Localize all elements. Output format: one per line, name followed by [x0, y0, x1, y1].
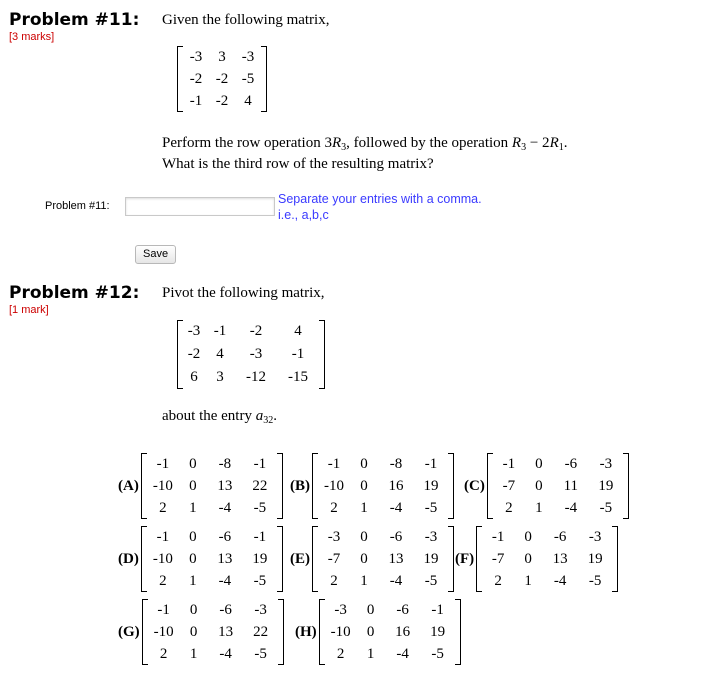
matrix-cell: 22	[252, 477, 268, 494]
matrix-cell: 0	[360, 455, 368, 472]
matrix-cell: 0	[189, 455, 197, 472]
matrix-cell: -1	[156, 455, 170, 472]
matrix-cell: -3	[254, 601, 267, 618]
option-matrix	[142, 599, 284, 665]
matrix-cell: 0	[360, 477, 368, 494]
matrix-cell: -4	[219, 645, 232, 662]
matrix-cell: 0	[189, 477, 197, 494]
option-label: (G)	[118, 623, 140, 640]
matrix-cell: -4	[389, 572, 403, 589]
matrix-cell: 6	[190, 369, 198, 385]
option-c	[464, 453, 629, 519]
matrix-cell: 13	[217, 550, 233, 567]
matrix-cell: 11	[563, 477, 579, 494]
matrix-cell: 0	[535, 455, 543, 472]
matrix-cell: -10	[330, 623, 351, 640]
matrix-cell: -6	[218, 528, 232, 545]
save-button[interactable]: Save	[135, 245, 176, 264]
matrix-cell: 2	[494, 572, 502, 589]
matrix-cell: -4	[389, 499, 403, 516]
matrix-cell: 0	[524, 550, 532, 567]
matrix-cell: -5	[431, 645, 444, 662]
matrix-cell: -7	[491, 550, 505, 567]
matrix-cell: -1	[327, 455, 341, 472]
matrix-cell: -10	[324, 477, 344, 494]
matrix-cell: 2	[159, 499, 167, 516]
problem-11-statement: Given the following matrix,	[162, 12, 330, 28]
matrix-cell: -1	[424, 455, 438, 472]
matrix-cell: -12	[246, 369, 266, 385]
matrix-cell: -1	[253, 528, 267, 545]
matrix-cell: 0	[189, 550, 197, 567]
matrix-right-bracket	[277, 453, 283, 519]
matrix-cell: -6	[396, 601, 409, 618]
matrix-cell: 0	[366, 601, 375, 618]
option-matrix	[141, 526, 283, 592]
option-a	[118, 453, 283, 519]
matrix-cell: 13	[218, 623, 234, 640]
matrix-cell: -1	[156, 528, 170, 545]
matrix-cell: -6	[389, 528, 403, 545]
matrix-cell: 0	[189, 528, 197, 545]
matrix-cell: -6	[219, 601, 232, 618]
matrix-cell: 22	[253, 623, 269, 640]
option-d	[118, 526, 283, 592]
problem-11-title: Problem #11:	[9, 10, 140, 30]
problem-12-marks: [1 mark]	[9, 304, 49, 316]
matrix-right-bracket	[448, 526, 454, 592]
matrix-cell: 0	[189, 623, 198, 640]
matrix-cell: -15	[288, 369, 308, 385]
matrix-cell: -3	[249, 346, 263, 362]
matrix-cell: -8	[218, 455, 232, 472]
option-label: (E)	[290, 550, 310, 567]
matrix-cell: -4	[396, 645, 409, 662]
matrix-cell: 19	[423, 550, 439, 567]
matrix-cell: -1	[502, 455, 516, 472]
problem-12-about: about the entry $a_{32}$.	[162, 408, 277, 426]
matrix-cell: -5	[424, 499, 438, 516]
matrix-cell: 19	[423, 477, 439, 494]
matrix-cell: 1	[189, 499, 197, 516]
matrix-cell: 1	[189, 645, 198, 662]
matrix-cell: 0	[535, 477, 543, 494]
problem-11-question: What is the third row of the resulting matrix?	[162, 156, 434, 172]
matrix-cell: 1	[360, 572, 368, 589]
matrix-cell: 16	[395, 623, 411, 640]
matrix-cell: 0	[189, 601, 198, 618]
matrix-cell: -3	[189, 48, 203, 65]
problem-12-matrix	[177, 320, 325, 389]
matrix-cell: 0	[524, 528, 532, 545]
option-matrix	[476, 526, 618, 592]
matrix-cell: -2	[249, 323, 263, 339]
matrix-cell: -8	[389, 455, 403, 472]
matrix-cell: -4	[218, 572, 232, 589]
problem-12-statement: Pivot the following matrix,	[162, 285, 325, 301]
option-b	[290, 453, 454, 519]
option-label: (F)	[455, 550, 475, 567]
matrix-cell: -5	[424, 572, 438, 589]
matrix-right-bracket	[623, 453, 629, 519]
matrix-cell: 19	[598, 477, 614, 494]
matrix-cell: -5	[588, 572, 602, 589]
answer-hint: Separate your entries with a comma. i.e., a,b,c	[278, 192, 482, 222]
matrix-right-bracket	[278, 599, 284, 665]
matrix-cell: 13	[388, 550, 404, 567]
problem-11-marks: [3 marks]	[9, 31, 55, 43]
option-e	[290, 526, 454, 592]
matrix-cell: -3	[599, 455, 613, 472]
problem-11-matrix	[177, 46, 267, 112]
matrix-cell: -10	[152, 550, 173, 567]
option-matrix	[319, 599, 461, 665]
matrix-cell: 4	[244, 92, 252, 109]
matrix-cell: -3	[588, 528, 602, 545]
matrix-cell: -1	[189, 92, 203, 109]
matrix-cell: -3	[327, 528, 341, 545]
option-label: (D)	[118, 550, 139, 567]
matrix-cell: -1	[253, 455, 267, 472]
matrix-cell: 0	[366, 623, 375, 640]
matrix-cell: 2	[336, 645, 345, 662]
matrix-cell: 2	[330, 499, 338, 516]
option-g	[118, 599, 284, 665]
matrix-cell: -4	[553, 572, 567, 589]
matrix-cell: 0	[360, 528, 368, 545]
matrix-cell: 1	[535, 499, 543, 516]
answer-input[interactable]	[125, 197, 275, 216]
matrix-cell: 3	[216, 369, 224, 385]
matrix-cell: -3	[424, 528, 438, 545]
matrix-cell: 4	[294, 323, 302, 339]
matrix-cell: -5	[253, 572, 267, 589]
matrix-cell: -10	[152, 477, 173, 494]
matrix-cell: 2	[330, 572, 338, 589]
matrix-cell: 0	[360, 550, 368, 567]
matrix-cell: 2	[505, 499, 513, 516]
matrix-cell: -10	[153, 623, 174, 640]
option-label: (A)	[118, 477, 139, 494]
matrix-right-bracket	[261, 46, 267, 112]
matrix-right-bracket	[277, 526, 283, 592]
problem-12-title: Problem #12:	[9, 283, 140, 303]
matrix-cell: -5	[254, 645, 267, 662]
matrix-cell: -3	[187, 323, 201, 339]
matrix-cell: -1	[431, 601, 444, 618]
matrix-cell: -3	[334, 601, 347, 618]
matrix-cell: 2	[159, 645, 168, 662]
matrix-cell: -6	[564, 455, 578, 472]
matrix-cell: -6	[553, 528, 567, 545]
matrix-cell: -5	[241, 70, 255, 87]
matrix-cell: -1	[491, 528, 505, 545]
matrix-cell: -2	[189, 70, 203, 87]
matrix-cell: 2	[159, 572, 167, 589]
matrix-cell: -5	[599, 499, 613, 516]
matrix-cell: -4	[564, 499, 578, 516]
option-matrix	[312, 526, 454, 592]
matrix-cell: 19	[252, 550, 268, 567]
option-h	[295, 599, 461, 665]
option-label: (C)	[464, 477, 485, 494]
matrix-cell: -1	[157, 601, 170, 618]
matrix-cell: 1	[524, 572, 532, 589]
option-f	[455, 526, 618, 592]
answer-label: Problem #11:	[45, 200, 110, 212]
option-label: (B)	[290, 477, 310, 494]
matrix-cell: -5	[253, 499, 267, 516]
option-label: (H)	[295, 623, 317, 640]
matrix-cell: 1	[360, 499, 368, 516]
matrix-cell: -2	[215, 70, 229, 87]
matrix-cell: 3	[218, 48, 226, 65]
matrix-cell: 1	[189, 572, 197, 589]
matrix-right-bracket	[455, 599, 461, 665]
matrix-cell: -2	[215, 92, 229, 109]
option-matrix	[141, 453, 283, 519]
matrix-right-bracket	[319, 320, 325, 389]
matrix-cell: -4	[218, 499, 232, 516]
matrix-cell: 19	[587, 550, 603, 567]
problem-11-operation: Perform the row operation $3R_3$, followed by the operation $R_3 - 2R_1$.	[162, 135, 568, 153]
matrix-right-bracket	[448, 453, 454, 519]
matrix-cell: 1	[366, 645, 375, 662]
option-matrix	[312, 453, 454, 519]
matrix-cell: 13	[552, 550, 568, 567]
matrix-cell: -7	[327, 550, 341, 567]
matrix-cell: -1	[213, 323, 227, 339]
matrix-right-bracket	[612, 526, 618, 592]
matrix-cell: 19	[430, 623, 446, 640]
matrix-cell: 13	[217, 477, 233, 494]
matrix-cell: -7	[502, 477, 516, 494]
option-matrix	[487, 453, 629, 519]
matrix-cell: -1	[291, 346, 305, 362]
matrix-cell: 4	[216, 346, 224, 362]
matrix-cell: -2	[187, 346, 201, 362]
matrix-cell: -3	[241, 48, 255, 65]
matrix-cell: 16	[388, 477, 404, 494]
